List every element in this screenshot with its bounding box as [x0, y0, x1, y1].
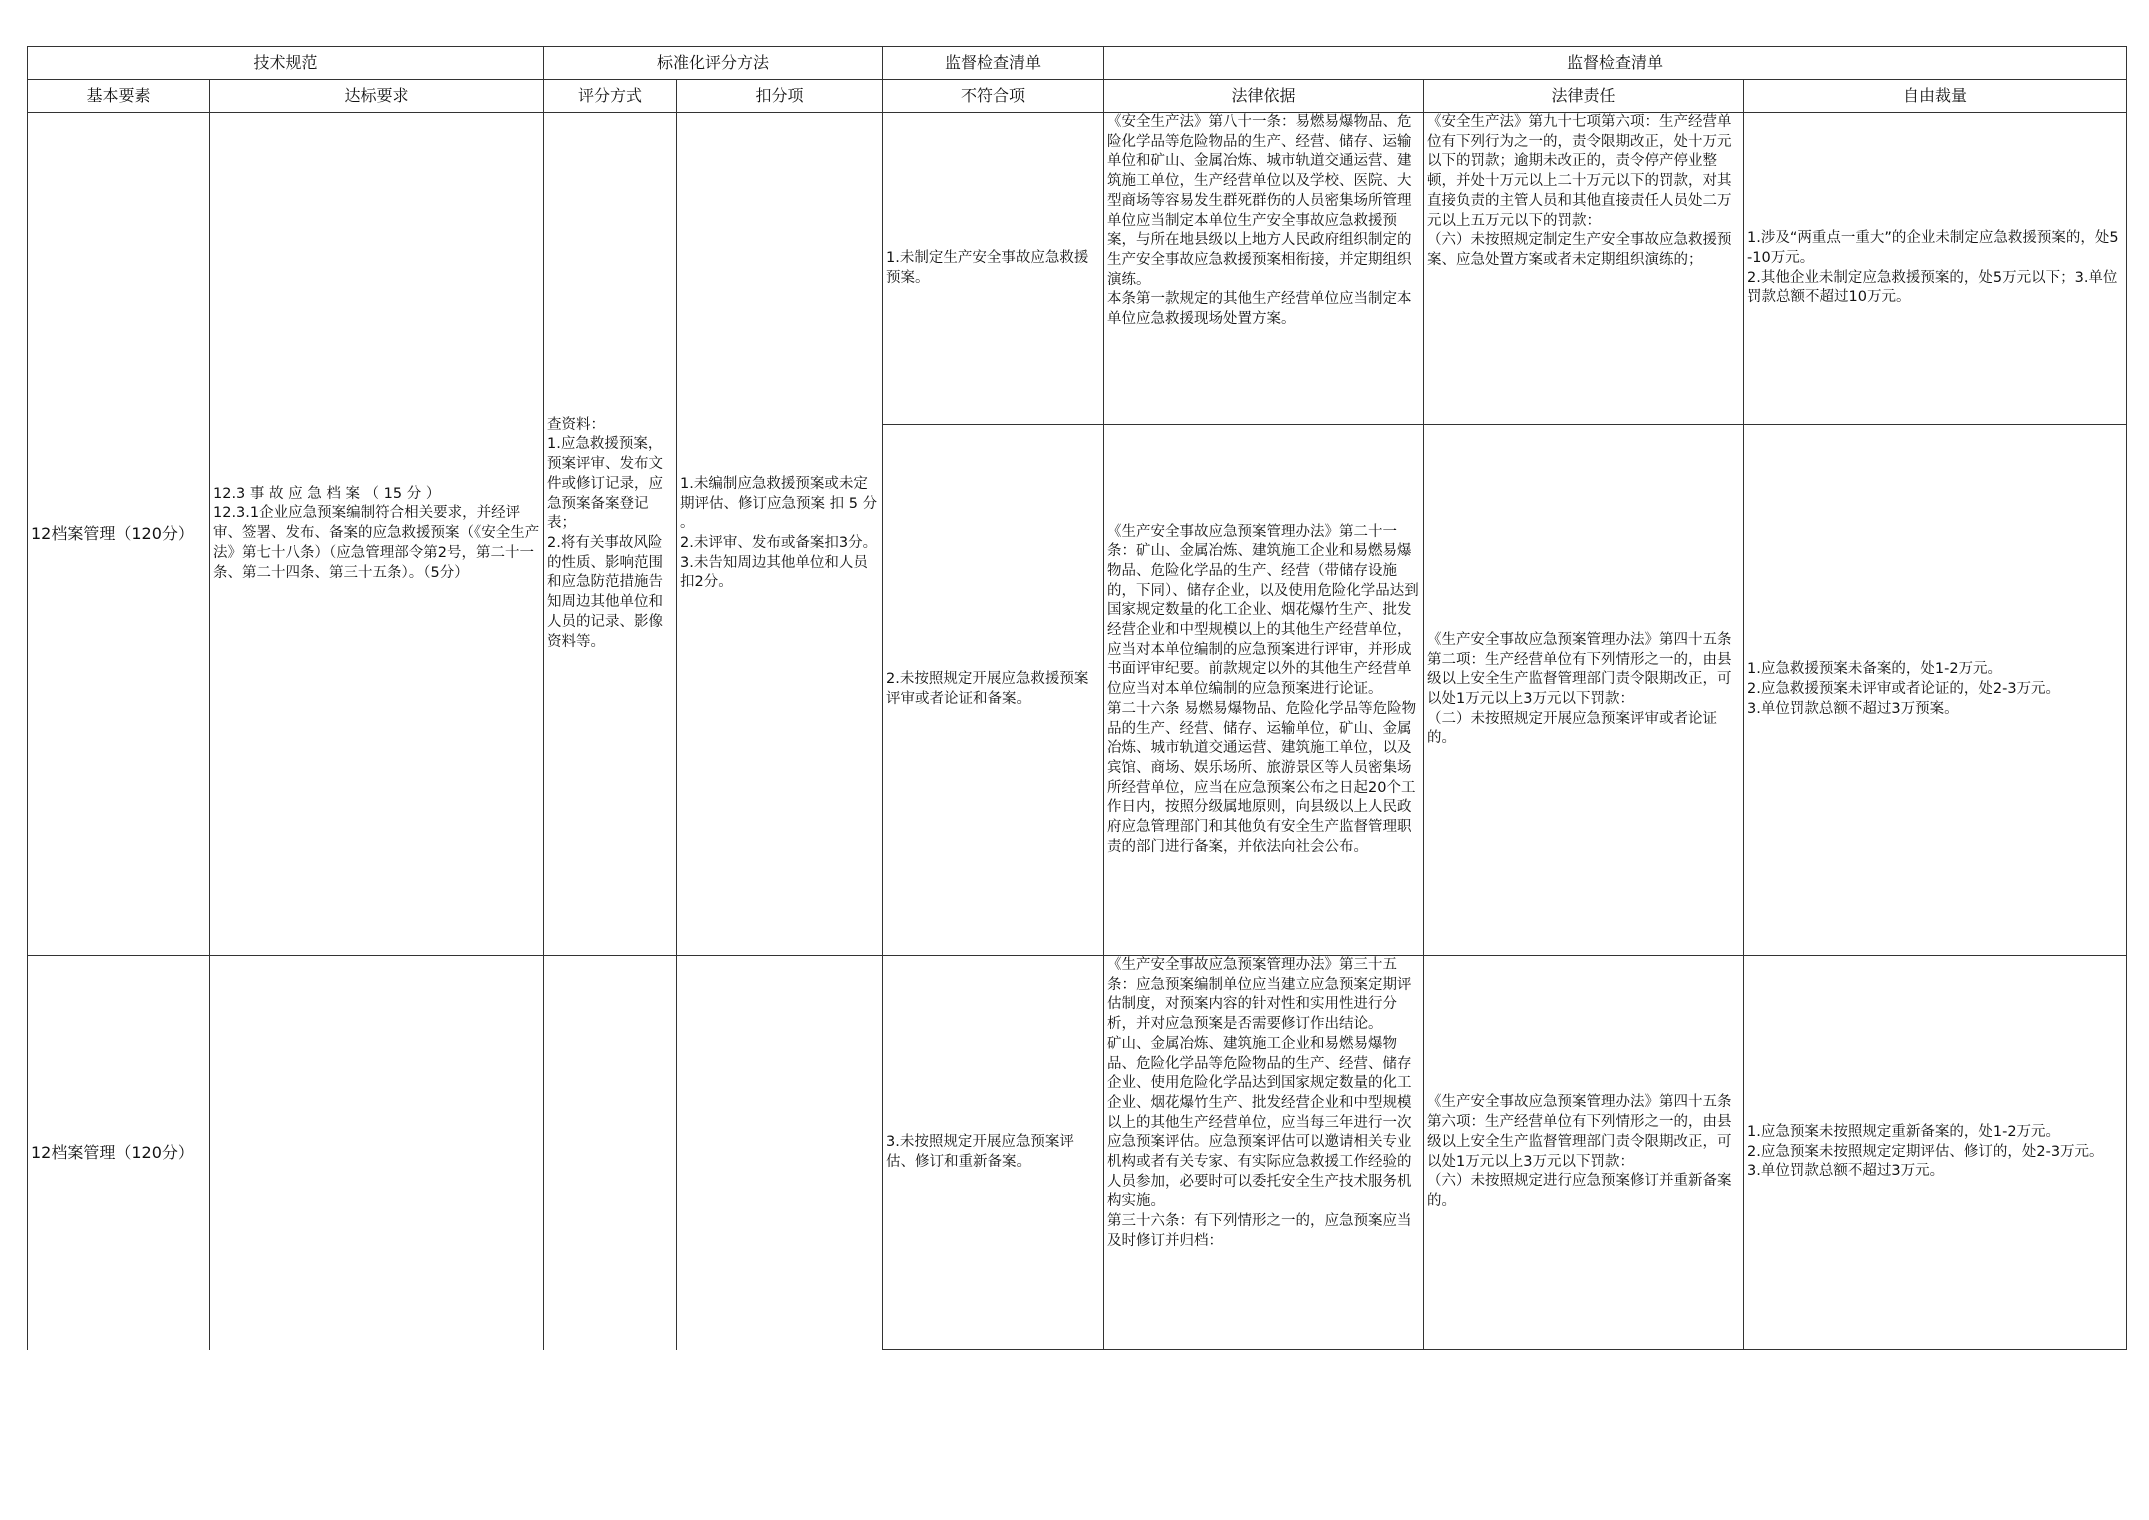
table-row	[28, 956, 2127, 1350]
col-header-liability: 法律责任	[1424, 80, 1744, 113]
group-header-check-2: 监督检查清单	[1104, 47, 2127, 80]
legal-basis-cell: 《生产安全事故应急预案管理办法》第二十一条：矿山、金属冶炼、建筑施工企业和易燃易爆物品、危险化学品的生产、经营（带储存设施的，下同）、储存企业，以及使用危险化学品达到国家规定数量的化工企业、烟花爆竹生产、批发经营企业和中型规模以上的其他生产经营单位，应当对本单位编制的应急预案进行评审，并形成书面评审纪要。前款规定以外的其他生产经营单位应当对本单位编制的应急预案进行论证。 第二十六条 易燃易爆物品、危险化学品等危险物品的生产、经营、储存、运输单位，矿山、金属冶炼、城市轨道交通运营、建筑施工单位，以及宾馆、商场、娱乐场所、旅游景区等人员密集场所经营单位，应当在应急预案公布之日起20个工作日内，按照分级属地原则，向县级以上人民政府应急管理部门和其他负有安全生产监督管理职责的部门进行备案，并依法向社会公布。	[1104, 425, 1424, 956]
noncompliance-cell: 1.未制定生产安全事故应急救援预案。	[883, 113, 1104, 425]
liability-cell: 《生产安全事故应急预案管理办法》第四十五条第二项：生产经营单位有下列情形之一的，由县级以上安全生产监督管理部门责令限期改正，可以处1万元以上3万元以下罚款： （二）未按照规定开展应急预案评审或者论证的。	[1424, 425, 1744, 956]
col-header-method: 评分方式	[544, 80, 677, 113]
col-header-element: 基本要素	[28, 80, 210, 113]
requirement-cell-empty	[210, 956, 544, 1350]
col-header-discretion: 自由裁量	[1744, 80, 2127, 113]
table-row	[28, 113, 2127, 425]
deduction-cell: 1.未编制应急救援预案或未定期评估、修订应急预案 扣 5 分 。 2.未评审、发布或备案扣3分。 3.未告知周边其他单位和人员扣2分。	[677, 113, 883, 956]
noncompliance-cell: 2.未按照规定开展应急救援预案评审或者论证和备案。	[883, 425, 1104, 956]
requirement-cell: 12.3 事 故 应 急 档 案 （ 15 分 ） 12.3.1企业应急预案编制符合相关要求，并经评审、签署、发布、备案的应急救援预案（《安全生产法》第七十八条）（应急管理部令第2号，第二十一条、第二十四条、第三十五条）。（5分）	[210, 113, 544, 956]
legal-basis-cell: 《安全生产法》第八十一条：易燃易爆物品、危险化学品等危险物品的生产、经营、储存、运输单位和矿山、金属冶炼、城市轨道交通运营、建筑施工单位，生产经营单位以及学校、医院、大型商场等容易发生群死群伤的人员密集场所管理单位应当制定本单位生产安全事故应急救援预案，与所在地县级以上地方人民政府组织制定的生产安全事故应急救援预案相衔接，并定期组织演练。 本条第一款规定的其他生产经营单位应当制定本单位应急救援现场处置方案。	[1104, 113, 1424, 425]
legal-basis-cell: 《生产安全事故应急预案管理办法》第三十五条：应急预案编制单位应当建立应急预案定期评估制度，对预案内容的针对性和实用性进行分析，并对应急预案是否需要修订作出结论。 矿山、金属冶炼、建筑施工企业和易燃易爆物品、危险化学品等危险物品的生产、经营、储存企业、使用危险化学品达到国家规定数量的化工企业、烟花爆竹生产、批发经营企业和中型规模以上的其他生产经营单位，应当每三年进行一次应急预案评估。应急预案评估可以邀请相关专业机构或者有关专家、有实际应急救援工作经验的人员参加，必要时可以委托安全生产技术服务机构实施。 第三十六条：有下列情形之一的，应急预案应当及时修订并归档：	[1104, 956, 1424, 1350]
group-header-scoring: 标准化评分方法	[544, 47, 883, 80]
inspection-checklist-table	[27, 46, 2127, 1350]
group-header-check-1: 监督检查清单	[883, 47, 1104, 80]
discretion-cell: 1.应急救援预案未备案的，处1-2万元。 2.应急救援预案未评审或者论证的，处2-3万元。 3.单位罚款总额不超过3万预案。	[1744, 425, 2127, 956]
liability-cell: 《安全生产法》第九十七项第六项：生产经营单位有下列行为之一的，责令限期改正，处十万元以下的罚款；逾期未改正的，责令停产停业整顿，并处十万元以上二十万元以下的罚款，对其直接负责的主管人员和其他直接责任人员处二万元以上五万元以下的罚款： （六）未按照规定制定生产安全事故应急救援预案、应急处置方案或者未定期组织演练的；	[1424, 113, 1744, 425]
liability-cell: 《生产安全事故应急预案管理办法》第四十五条第六项：生产经营单位有下列情形之一的，由县级以上安全生产监督管理部门责令限期改正，可以处1万元以上3万元以下罚款： （六）未按照规定进行应急预案修订并重新备案的。	[1424, 956, 1744, 1350]
col-header-legal-basis: 法律依据	[1104, 80, 1424, 113]
element-cell: 12档案管理（120分）	[28, 113, 210, 956]
discretion-cell: 1.涉及“两重点一重大”的企业未制定应急救援预案的，处5-10万元。 2.其他企业未制定应急救援预案的，处5万元以下；3.单位罚款总额不超过10万元。	[1744, 113, 2127, 425]
col-header-requirement: 达标要求	[210, 80, 544, 113]
col-header-deduction: 扣分项	[677, 80, 883, 113]
regulation-table-page	[27, 46, 2126, 1350]
column-header-row	[28, 80, 2127, 113]
discretion-cell: 1.应急预案未按照规定重新备案的，处1-2万元。 2.应急预案未按照规定定期评估、修订的，处2-3万元。 3.单位罚款总额不超过3万元。	[1744, 956, 2127, 1350]
method-cell: 查资料： 1.应急救援预案，预案评审、发布文件或修订记录，应急预案备案登记表； 2.将有关事故风险的性质、影响范围和应急防范措施告知周边其他单位和人员的记录、影像资料等。	[544, 113, 677, 956]
element-cell: 12档案管理（120分）	[28, 956, 210, 1350]
group-header-row	[28, 47, 2127, 80]
col-header-noncompliance: 不符合项	[883, 80, 1104, 113]
method-cell-empty	[544, 956, 677, 1350]
noncompliance-cell: 3.未按照规定开展应急预案评估、修订和重新备案。	[883, 956, 1104, 1350]
deduction-cell-empty	[677, 956, 883, 1350]
group-header-tech: 技术规范	[28, 47, 544, 80]
